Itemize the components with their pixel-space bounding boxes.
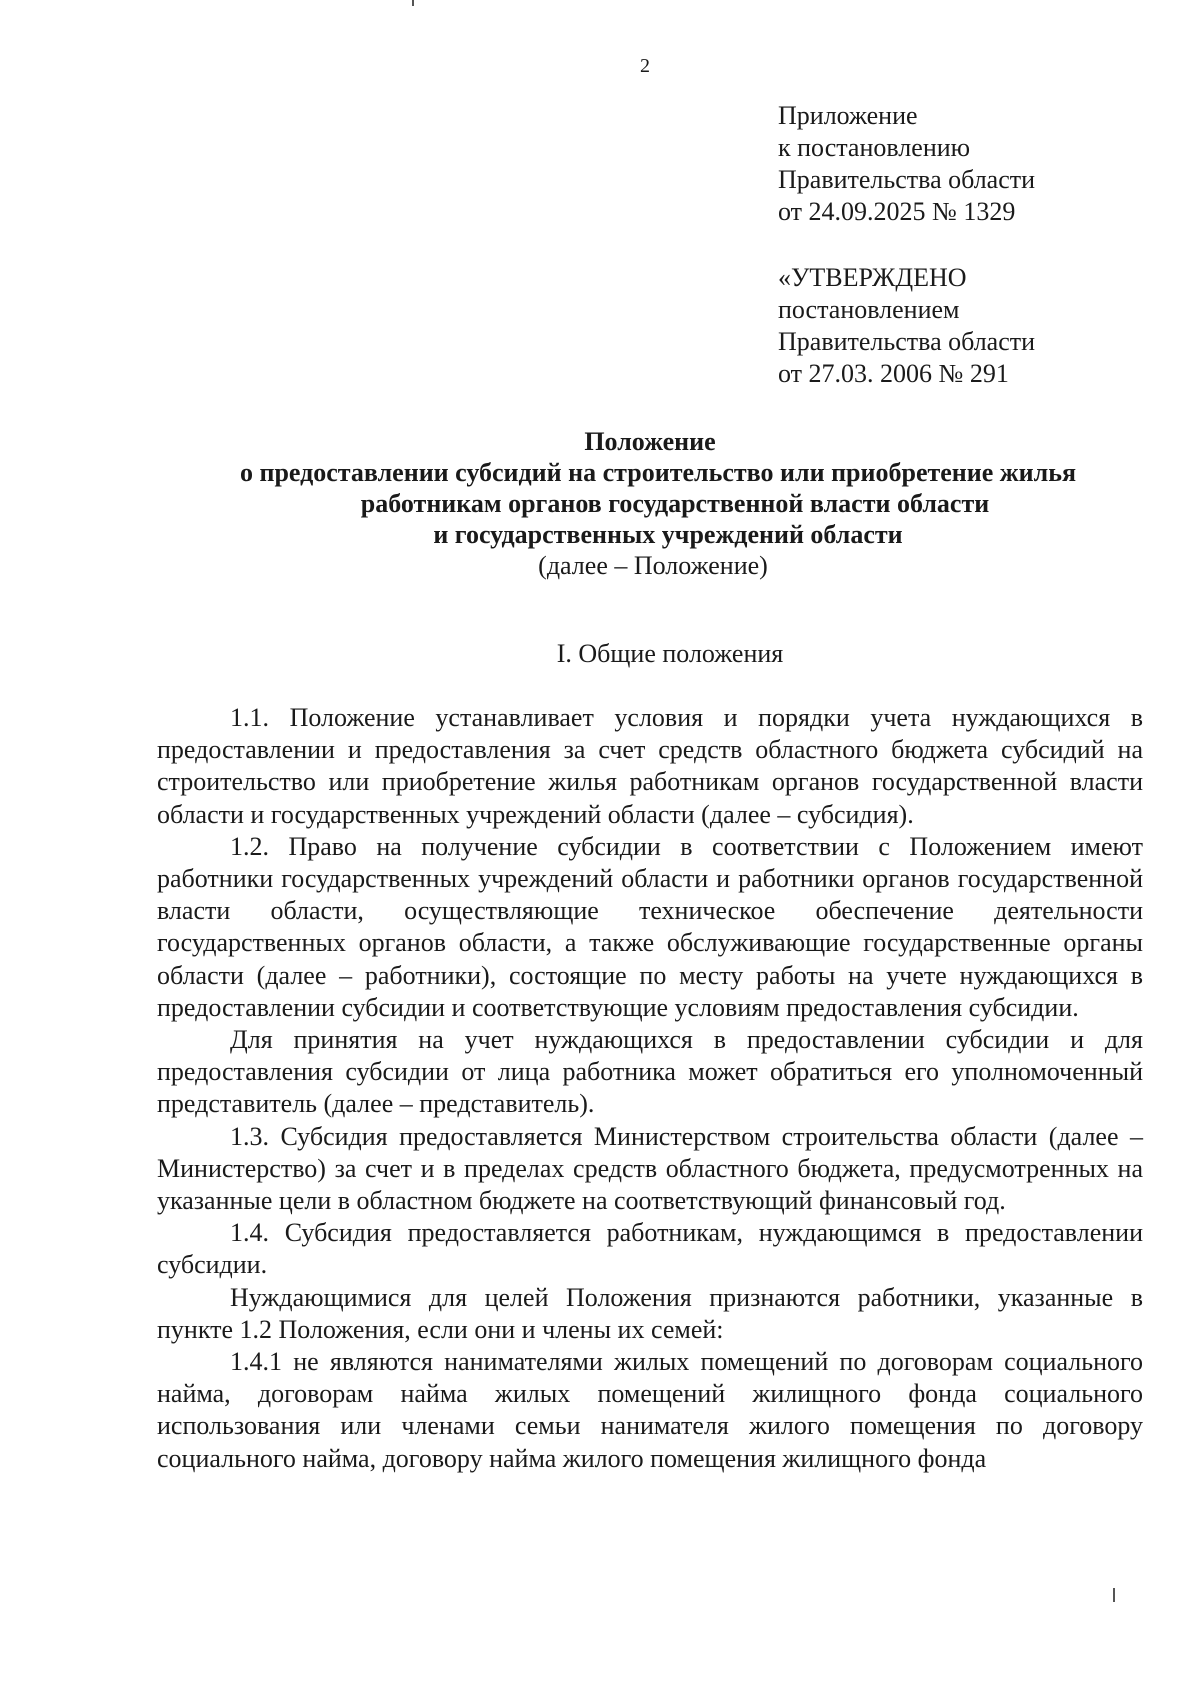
section-title: I. Общие положения [556, 639, 784, 668]
body-text [157, 702, 1143, 1475]
title-line: и государственных учреждений области [433, 520, 903, 549]
scan-artifact-bottom [1113, 1588, 1115, 1602]
paragraph: 1.1. Положение устанавливает условия и порядки учета нуждающихся в предоставлении и предоставления за счет средств областного бюджета субсидий на строительство или приобретение жилья работникам органов государственной власти области и государственных учреждений области (далее – субсидия). [157, 703, 1143, 829]
page-number: 2 [640, 55, 650, 77]
approved-line: от 27.03. 2006 № 291 [778, 359, 1009, 388]
appendix-line: к постановлению [778, 133, 971, 162]
scan-artifact-top [412, 0, 414, 6]
paragraph: Нуждающимися для целей Положения признаются работники, указанные в пункте 1.2 Положения, если они и члены их семей: [157, 1282, 1143, 1344]
paragraph: 1.2. Право на получение субсидии в соответствии с Положением имеют работники государственных учреждений области и работники органов государственной власти области, осуществляющие техническое обеспечение деятельности государственных органов области, а также обслуживающие государственные органы области (далее – работники), состоящие по месту работы на учете нуждающихся в предоставлении субсидии и соответствующие условиям предоставления субсидии. [157, 831, 1143, 1022]
approved-line: Правительства области [778, 327, 1036, 356]
title-line: о предоставлении субсидий на строительство или приобретение жилья [239, 458, 1077, 487]
appendix-line: Приложение [778, 101, 918, 130]
paragraph: 1.4. Субсидия предоставляется работникам, нуждающимся в предоставлении субсидии. [157, 1218, 1143, 1280]
approved-block [778, 262, 1178, 390]
paragraph: Для принятия на учет нуждающихся в предоставлении субсидии и для предоставления субсидии от лица работника может обратиться его уполномоченный представитель (далее – представитель). [157, 1025, 1143, 1119]
appendix-line: Правительства области [778, 165, 1036, 194]
title-subline: (далее – Положение) [538, 551, 768, 580]
title-heading: Положение [584, 427, 716, 456]
title-line: работникам органов государственной власти области [360, 489, 990, 518]
approved-line: «УТВЕРЖДЕНО [778, 263, 967, 292]
appendix-block [778, 100, 1178, 228]
approved-line: постановлением [778, 295, 960, 324]
paragraph: 1.4.1 не являются нанимателями жилых помещений по договорам социального найма, договорам найма жилых помещений жилищного фонда социального использования или членами семьи нанимателя жилого помещения по договору социального найма, договору найма жилого помещения жилищного фонда [157, 1347, 1143, 1473]
appendix-line: от 24.09.2025 № 1329 [778, 197, 1016, 226]
document-title [150, 426, 1150, 581]
paragraph: 1.3. Субсидия предоставляется Министерством строительства области (далее – Министерство) за счет и в пределах средств областного бюджета, предусмотренных на указанные цели в областном бюджете на соответствующий финансовый год. [157, 1121, 1143, 1216]
